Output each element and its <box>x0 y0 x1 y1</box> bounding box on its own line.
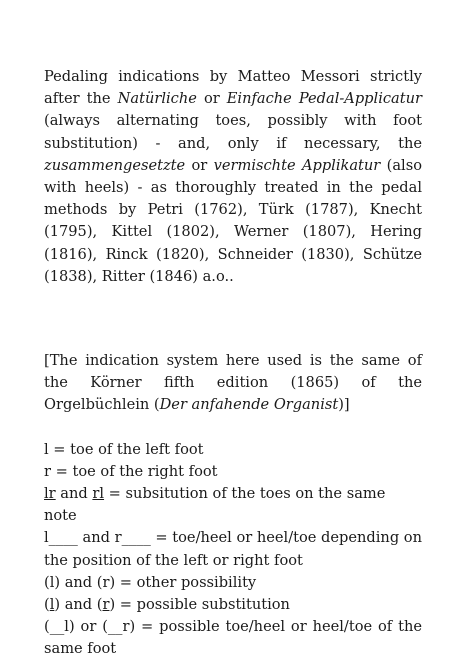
legend-item-same-foot <box>44 616 422 660</box>
intro-paragraph <box>44 66 422 288</box>
legend-symbol: lr <box>44 485 56 503</box>
intro-text: (always alternating toes, possibly with foot substitution) - and, only if necessary, the <box>44 112 422 152</box>
legend-item-other <box>44 572 422 594</box>
legend-item-right-toe <box>44 461 422 483</box>
note-title: Der anfahende Organist <box>159 396 339 414</box>
legend-text: ) and ( <box>54 596 103 614</box>
legend-symbol: l <box>44 440 49 458</box>
intro-term-naturliche: Natürliche <box>117 90 197 108</box>
spacer <box>44 288 422 350</box>
legend-description: = toe/heel or heel/toe depending on the position of the left or right foot <box>44 529 422 569</box>
legend-item-heel <box>44 527 422 571</box>
legend-description: (__l) or (__r) = possible toe/heel or heel/toe of the same foot <box>44 618 422 658</box>
intro-term-einfache: Einfache Pedal-Applicatur <box>226 90 422 108</box>
legend-description: ) = possible substitution <box>109 596 290 614</box>
legend-text: and <box>55 485 93 503</box>
intro-text: Pedaling indications by Matteo Messori strictly after the <box>44 68 422 108</box>
document-page <box>44 66 422 661</box>
legend-symbol: r____ <box>114 529 151 547</box>
legend-symbol: l____ <box>44 529 78 547</box>
legend-description: = subsitution of the toes on the same note <box>44 485 386 525</box>
legend-description: = toe of the right foot <box>50 462 218 480</box>
note-text: )] <box>338 396 350 414</box>
legend-text: ( <box>44 596 50 614</box>
note-text: [The indication system here used is the same of the Körner fifth edition (1865) of the Orgelbüchlein ( <box>44 352 422 414</box>
intro-text: or <box>196 90 227 108</box>
legend-symbol: l <box>49 596 55 614</box>
intro-term-vermischte: vermischte Applikatur <box>213 156 381 174</box>
intro-term-zusammengesetzte: zusammengesetzte <box>44 156 186 174</box>
legend-symbol: r <box>102 596 110 614</box>
legend-text: and <box>77 529 115 547</box>
legend-symbol: r <box>44 462 51 480</box>
legend-item-possible-substitution <box>44 594 422 616</box>
spacer <box>44 417 422 439</box>
legend-description: = toe of the left foot <box>48 440 204 458</box>
legend-symbol: rl <box>92 485 105 503</box>
legend-description: (l) and (r) = other possibility <box>44 573 257 591</box>
legend-item-substitution <box>44 483 422 527</box>
legend-list <box>44 439 422 661</box>
legend-item-left-toe <box>44 439 422 461</box>
intro-text: (also with heels) - as thoroughly treated in the pedal methods by Petri (1762), Türk (1787), Knecht (1795), Kittel (1802), Werner (1807), Hering (1816), Rinck (1820), Schneider (1830), Schütze (1838), Ritter (1846) a.o.. <box>44 156 422 285</box>
edition-note <box>44 350 422 417</box>
intro-text: or <box>185 156 214 174</box>
